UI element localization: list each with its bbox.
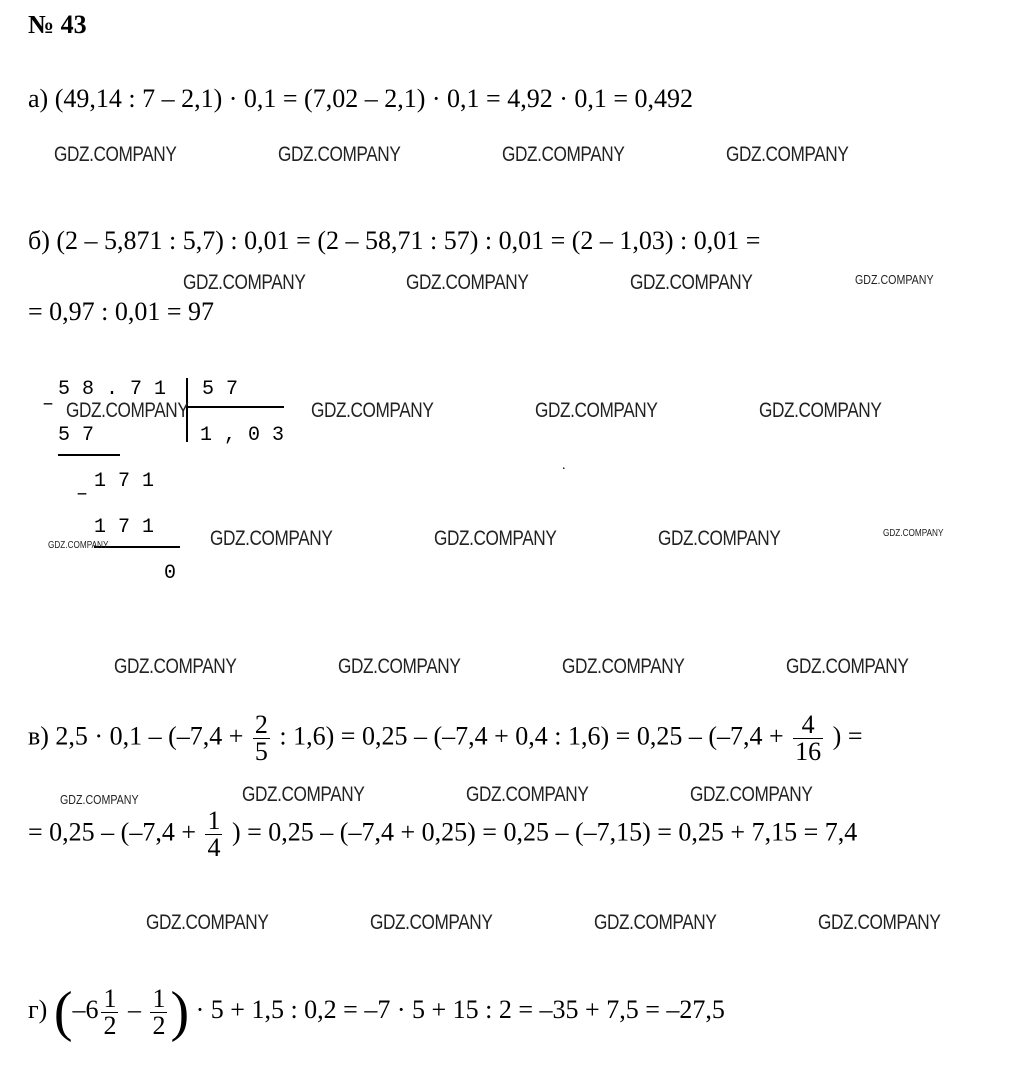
right-paren: ) [170,981,190,1043]
division-subtrahend-2: 1 7 1 [94,516,155,539]
frac-denominator: 4 [207,833,221,862]
watermark: GDZ.COMPANY [210,527,333,550]
stray-dot: . [562,458,566,473]
division-dividend: 5 8 . 7 1 [58,378,167,401]
part-v-end: ) = [832,721,863,751]
watermark: GDZ.COMPANY [434,527,557,550]
fraction-2-5 [253,712,270,765]
division-divisor-line [186,406,284,408]
part-v-line2-post: ) = 0,25 – (–7,4 + 0,25) = 0,25 – (–7,15) = 0,25 + 7,15 = 7,4 [231,817,858,847]
watermark: GDZ.COMPANY [594,911,717,934]
watermark: GDZ.COMPANY [658,527,781,550]
watermark: GDZ.COMPANY [370,911,493,934]
watermark: GDZ.COMPANY [183,271,306,294]
watermark-tiny: GDZ.COMPANY [883,528,944,539]
watermark: GDZ.COMPANY [818,911,941,934]
frac-denominator: 5 [254,737,268,766]
watermark: GDZ.COMPANY [406,271,529,294]
watermark: GDZ.COMPANY [338,655,461,678]
part-v-line2-pre: = 0,25 – (–7,4 + [28,817,196,847]
frac-numerator: 2 [254,710,268,739]
watermark: GDZ.COMPANY [562,655,685,678]
part-g-post: · 5 + 1,5 : 0,2 = –7 · 5 + 15 : 2 = –35 + 7,5 = –27,5 [195,994,725,1024]
watermark-small: GDZ.COMPANY [60,792,139,807]
frac-denominator: 2 [152,1010,166,1040]
watermark: GDZ.COMPANY [786,655,909,678]
fraction-1-4 [205,808,222,861]
watermark-small: GDZ.COMPANY [855,272,934,287]
frac-denominator: 16 [795,737,822,766]
fraction-1-2 [101,983,118,1040]
watermark: GDZ.COMPANY [535,399,658,422]
mixed-whole: –6 [72,994,99,1024]
part-v-mid: : 1,6) = 0,25 – (–7,4 + 0,4 : 1,6) = 0,25 – (–7,4 + [279,721,784,751]
fraction-4-16 [793,712,823,765]
frac-numerator: 1 [207,806,221,835]
division-minus-2: – [76,483,89,506]
division-minus: – [42,393,55,416]
minus-sign: – [127,994,141,1024]
watermark: GDZ.COMPANY [311,399,434,422]
part-v-line1 [28,712,862,765]
part-v-line2 [28,808,857,861]
division-line-1 [58,454,120,456]
watermark: GDZ.COMPANY [242,783,365,806]
division-divisor: 5 7 [202,378,239,401]
frac-denominator: 2 [103,1010,117,1040]
part-b-line2: = 0,97 : 0,01 = 97 [28,297,215,326]
fraction-1-2 [150,983,167,1040]
watermark: GDZ.COMPANY [502,143,625,166]
part-a-equation: а) (49,14 : 7 – 2,1) · 0,1 = (7,02 – 2,1) · 0,1 = 4,92 · 0,1 = 0,492 [28,84,694,113]
frac-numerator: 1 [152,983,166,1013]
watermark: GDZ.COMPANY [54,143,177,166]
watermark: GDZ.COMPANY [66,399,189,422]
watermark: GDZ.COMPANY [114,655,237,678]
watermark: GDZ.COMPANY [630,271,753,294]
watermark: GDZ.COMPANY [759,399,882,422]
division-quotient: 1 , 0 3 [200,424,285,447]
part-g-equation [28,981,725,1043]
part-v-pre: в) 2,5 · 0,1 – (–7,4 + [28,721,244,751]
watermark: GDZ.COMPANY [466,783,589,806]
watermark-tiny: GDZ.COMPANY [48,540,109,551]
division-result: 0 [164,562,177,585]
frac-numerator: 4 [801,710,815,739]
watermark: GDZ.COMPANY [146,911,269,934]
left-paren: ( [53,981,73,1043]
watermark: GDZ.COMPANY [278,143,401,166]
division-remainder-1: 1 7 1 [94,470,155,493]
watermark: GDZ.COMPANY [726,143,849,166]
division-subtrahend-1: 5 7 [58,424,95,447]
part-g-label: г) [28,994,48,1024]
watermark: GDZ.COMPANY [690,783,813,806]
frac-numerator: 1 [103,983,117,1013]
problem-title: № 43 [28,10,87,39]
part-b-line1: б) (2 – 5,871 : 5,7) : 0,01 = (2 – 58,71 : 57) : 0,01 = (2 – 1,03) : 0,01 = [28,226,761,255]
